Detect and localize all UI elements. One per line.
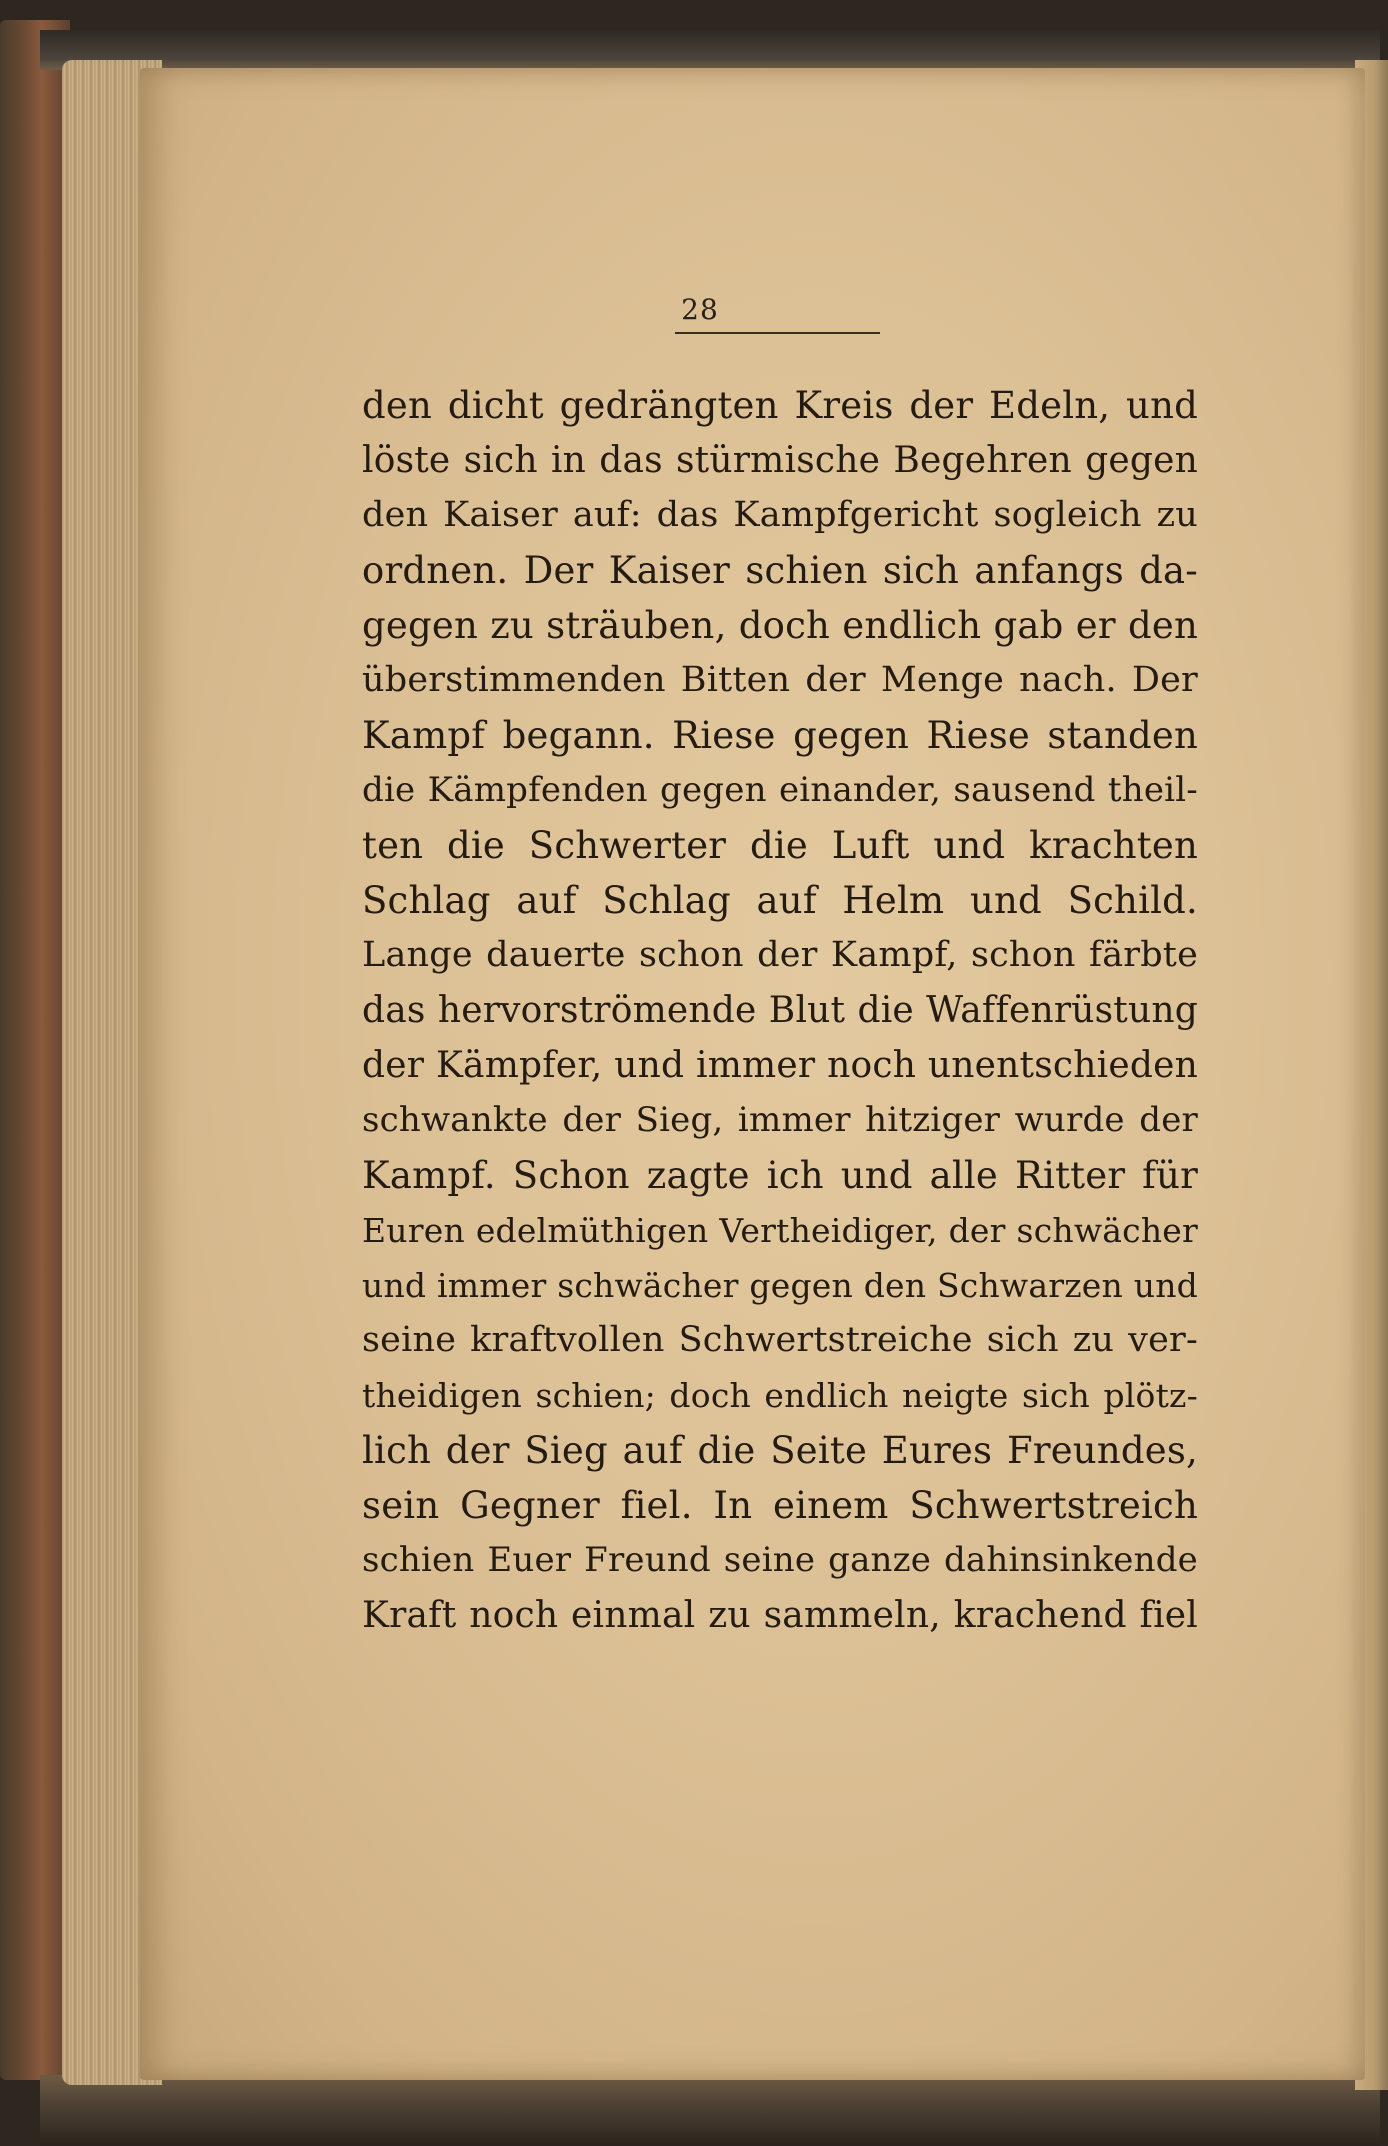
book-cover-bottom	[40, 2075, 1380, 2146]
text-line: ordnen. Der Kaiser schien sich anfangs da-	[362, 549, 1198, 592]
text-line: die Kämpfenden gegen einander, sausend theil-	[362, 770, 1198, 810]
page-number: 28	[681, 293, 719, 326]
text-line: schien Euer Freund seine ganze dahinsinkende	[362, 1540, 1198, 1580]
book-cover-spine	[0, 20, 70, 2080]
text-line: theidigen schien; doch endlich neigte sich plötz-	[362, 1376, 1198, 1415]
text-line: Kraft noch einmal zu sammeln, krachend fiel	[362, 1595, 1198, 1636]
text-line: sein Gegner fiel. In einem Schwertstreich	[362, 1484, 1198, 1527]
text-line: Schlag auf Schlag auf Helm und Schild.	[362, 879, 1198, 922]
text-line: überstimmenden Bitten der Menge nach. Der	[362, 660, 1198, 700]
text-line: löste sich in das stürmische Begehren gegen	[362, 440, 1198, 481]
text-line: schwankte der Sieg, immer hitziger wurde der	[362, 1100, 1198, 1140]
body-text	[362, 378, 1198, 1643]
text-line: den dicht gedrängten Kreis der Edeln, und	[362, 384, 1198, 427]
book-cover-top	[40, 30, 1380, 70]
text-line: das hervorströmende Blut die Waffenrüstung	[362, 990, 1198, 1031]
text-line: und immer schwächer gegen den Schwarzen und	[362, 1266, 1198, 1305]
text-line: Euren edelmüthigen Vertheidiger, der schwächer	[362, 1211, 1198, 1250]
text-line: Kampf begann. Riese gegen Riese standen	[362, 714, 1198, 757]
text-line: gegen zu sträuben, doch endlich gab er den	[362, 604, 1198, 647]
text-line: seine kraftvollen Schwertstreiche sich zu ver-	[362, 1320, 1198, 1360]
text-line: ten die Schwerter die Luft und krachten	[362, 824, 1198, 867]
text-line: den Kaiser auf: das Kampfgericht sogleich zu	[362, 495, 1198, 535]
text-line: Lange dauerte schon der Kampf, schon färbte	[362, 935, 1198, 975]
header-rule	[675, 332, 880, 334]
text-line: der Kämpfer, und immer noch unentschieden	[362, 1045, 1198, 1086]
text-line: lich der Sieg auf die Seite Eures Freundes,	[362, 1429, 1198, 1472]
text-line: Kampf. Schon zagte ich und alle Ritter für	[362, 1154, 1198, 1197]
